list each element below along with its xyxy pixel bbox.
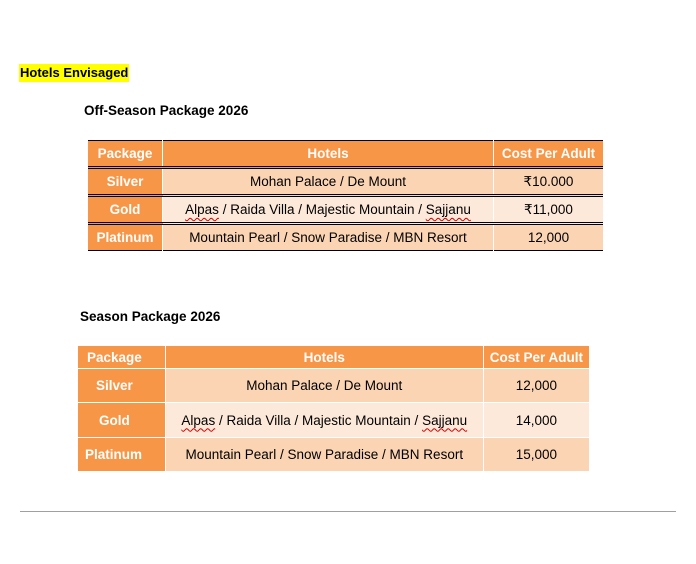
package-cell: Gold xyxy=(88,196,163,224)
package-cell: Gold xyxy=(78,403,165,438)
column-header-hotels: Hotels xyxy=(165,346,483,369)
package-cell: Silver xyxy=(78,369,165,403)
cost-cell: 12,000 xyxy=(494,224,604,251)
column-header-hotels: Hotels xyxy=(163,141,494,168)
cost-cell: 14,000 xyxy=(483,403,589,438)
hotel-name-sajjanu: Sajjanu xyxy=(422,412,468,428)
table-row xyxy=(88,196,603,224)
table-row xyxy=(88,168,603,196)
hotels-cell xyxy=(165,403,483,438)
hotels-cell: Mountain Pearl / Snow Paradise / MBN Resort xyxy=(163,224,494,251)
table-row xyxy=(78,403,589,438)
cost-cell: ₹10.000 xyxy=(494,168,604,196)
hotels-cell xyxy=(163,196,494,224)
hotel-name-alpas: Alpas xyxy=(185,202,219,217)
cost-cell: ₹11,000 xyxy=(494,196,604,224)
hotels-cell: Mohan Palace / De Mount xyxy=(163,168,494,196)
column-header-cost: Cost Per Adult xyxy=(494,141,604,168)
off-season-title: Off-Season Package 2026 xyxy=(84,103,249,118)
hotels-envisaged-heading: Hotels Envisaged xyxy=(20,65,129,80)
cost-cell: 12,000 xyxy=(483,369,589,403)
column-header-package: Package xyxy=(78,346,165,369)
package-cell: Silver xyxy=(88,168,163,196)
cost-cell: 15,000 xyxy=(483,438,589,472)
table-row xyxy=(78,369,589,403)
off-season-table xyxy=(88,140,603,251)
column-header-cost: Cost Per Adult xyxy=(483,346,589,369)
package-cell: Platinum xyxy=(78,438,165,472)
table-header-row xyxy=(88,141,603,168)
hotels-cell: Mohan Palace / De Mount xyxy=(165,369,483,403)
hotel-names: / Raida Villa / Majestic Mountain / xyxy=(215,412,423,428)
page-divider xyxy=(20,511,676,512)
table-row xyxy=(78,438,589,472)
package-cell: Platinum xyxy=(88,224,163,251)
table-header-row xyxy=(78,346,589,369)
hotels-cell: Mountain Pearl / Snow Paradise / MBN Resort xyxy=(165,438,483,472)
season-table xyxy=(78,346,589,471)
season-title: Season Package 2026 xyxy=(80,309,221,324)
hotel-names: / Raida Villa / Majestic Mountain / xyxy=(218,202,426,217)
table-row xyxy=(88,224,603,251)
column-header-package: Package xyxy=(88,141,163,168)
hotel-name-sajjanu: Sajjanu xyxy=(425,202,471,217)
hotel-name-alpas: Alpas xyxy=(181,412,216,428)
